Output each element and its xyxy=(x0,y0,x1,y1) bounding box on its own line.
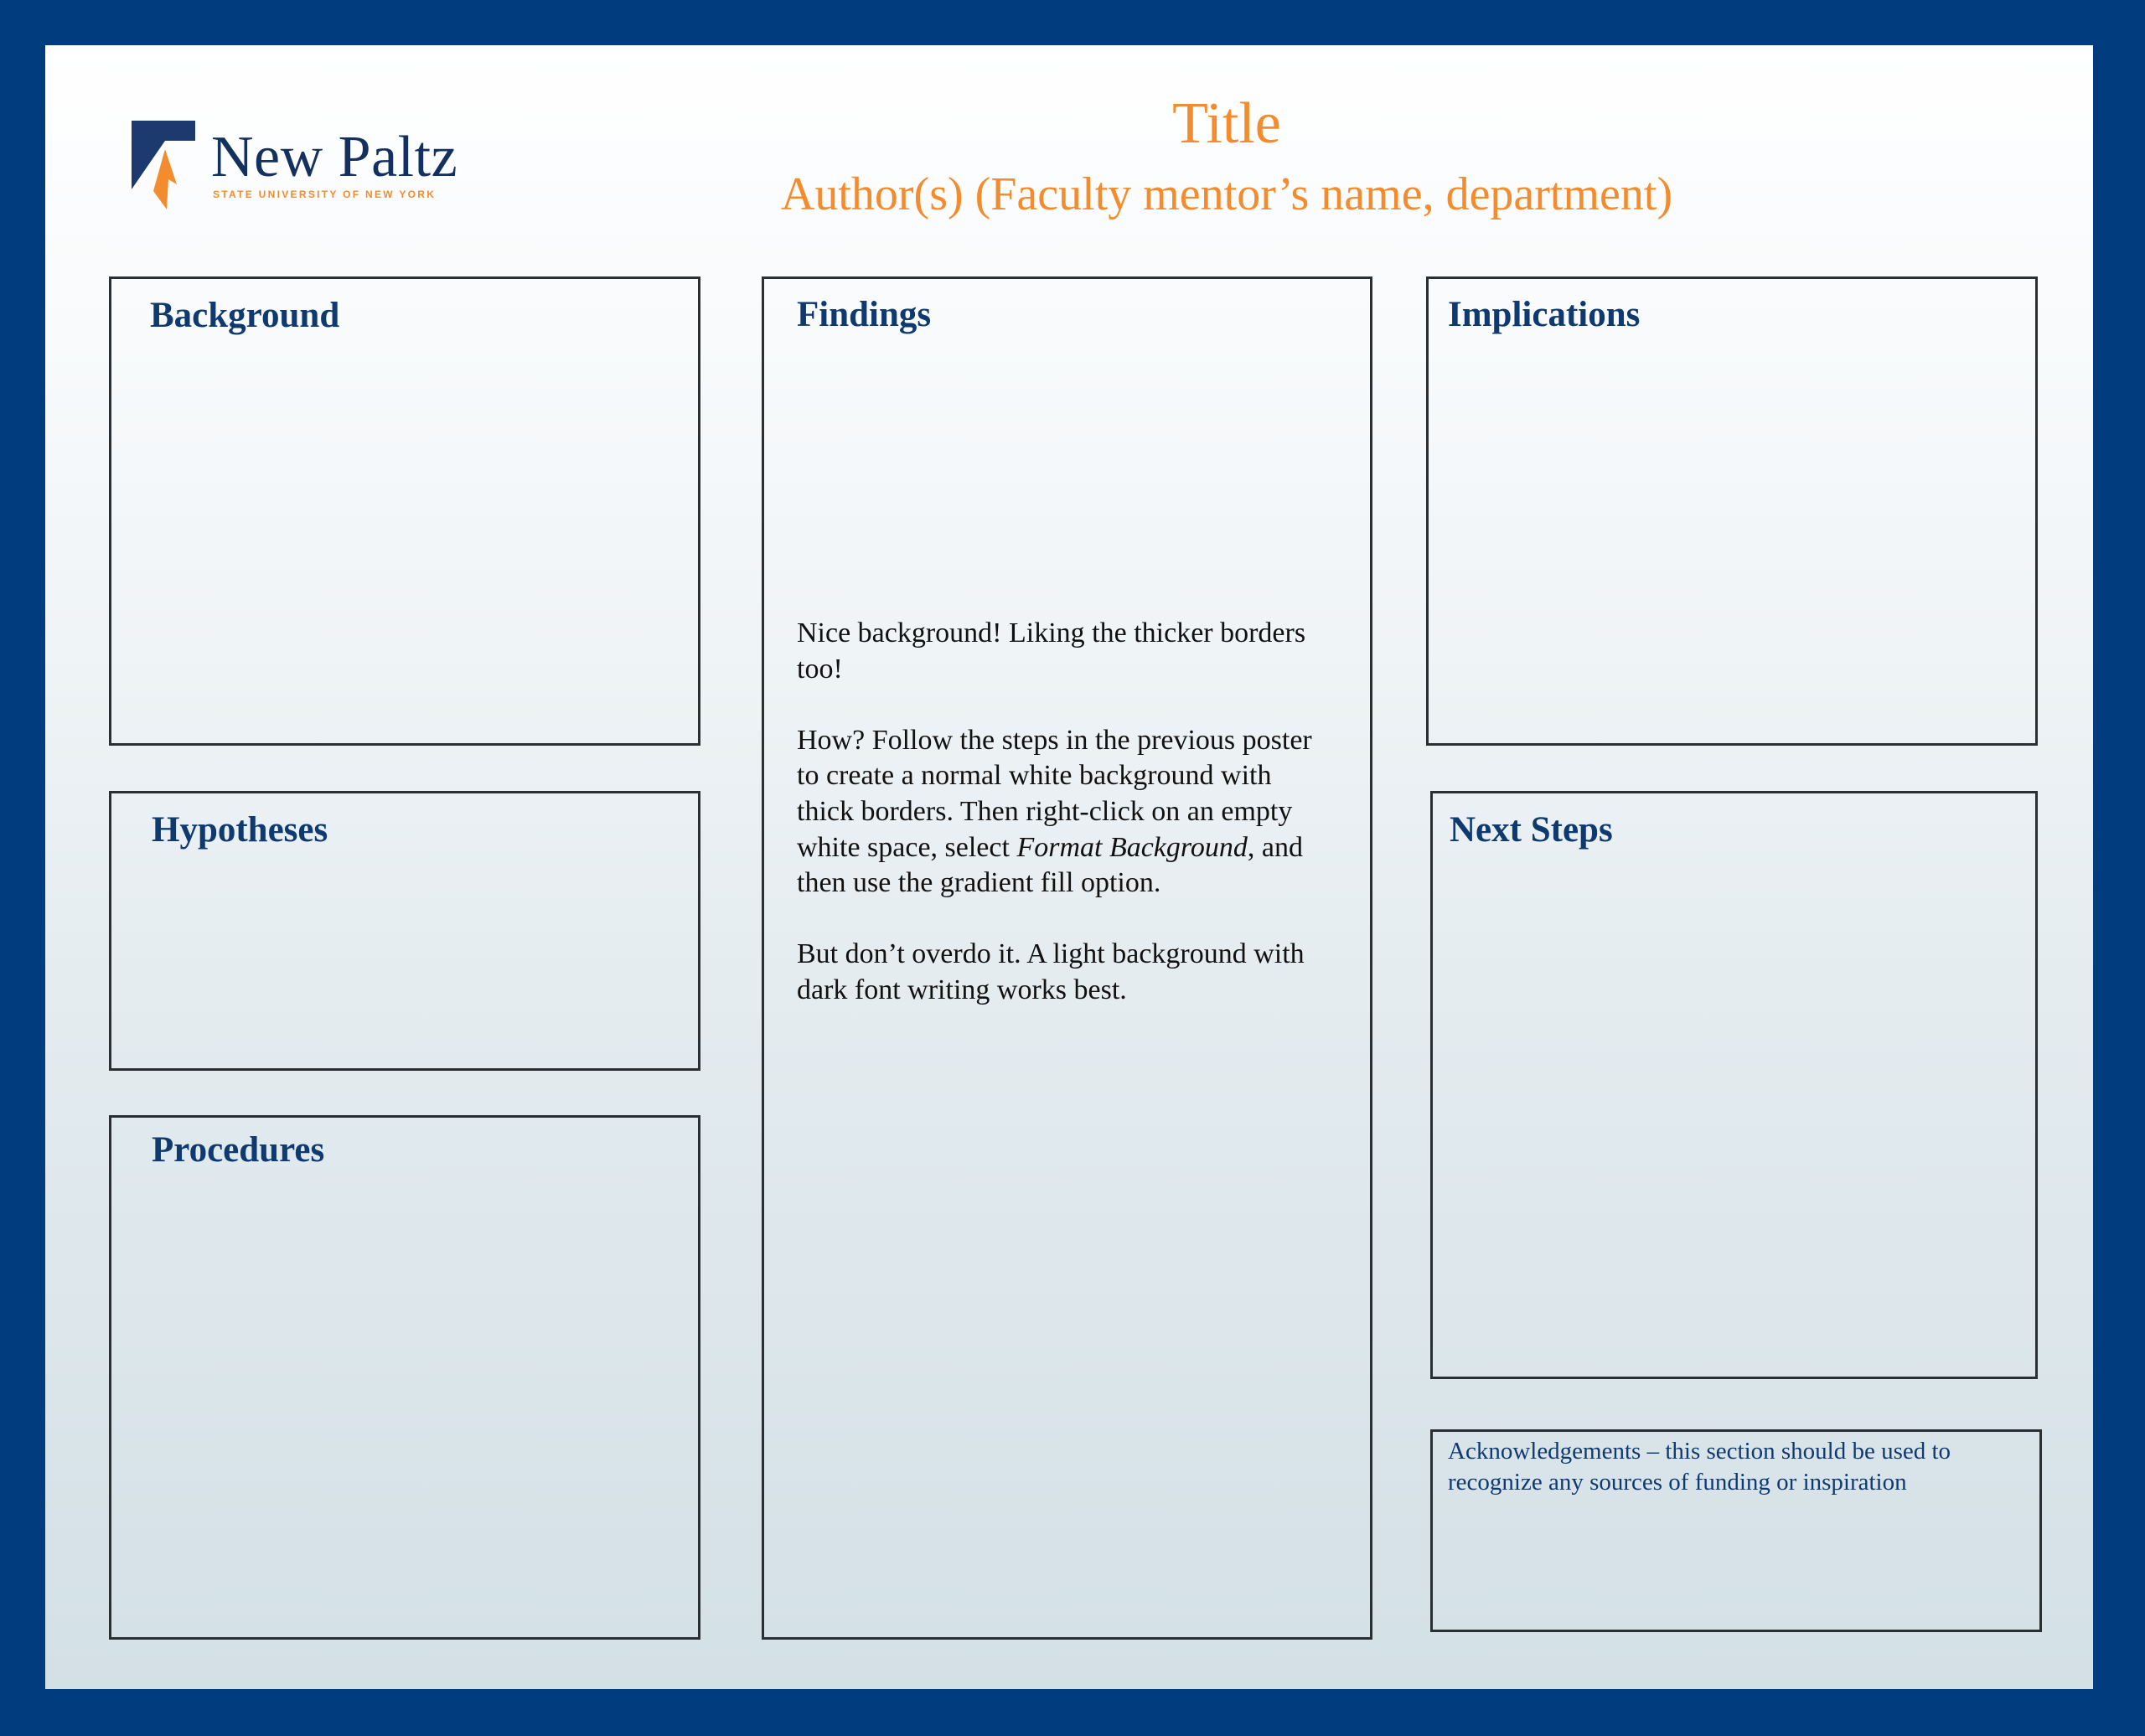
findings-p2-text: How? Follow the steps in the previous poster to create a normal white background with thick borders. Then right-click on an empty white space, select xyxy=(797,724,1312,863)
poster-title: Title xyxy=(1172,91,1281,156)
findings-heading: Findings xyxy=(797,295,932,334)
procedures-box xyxy=(109,1115,700,1640)
logo-subtitle: STATE UNIVERSITY OF NEW YORK xyxy=(213,189,437,200)
next-steps-heading: Next Steps xyxy=(1450,810,1613,850)
findings-body xyxy=(797,616,1333,1044)
background-box xyxy=(109,276,700,746)
findings-paragraph-1: Nice background! Liking the thicker borders too! xyxy=(797,617,1306,685)
background-heading: Background xyxy=(150,296,340,335)
implications-box xyxy=(1426,276,2038,746)
new-paltz-mark-icon xyxy=(132,121,195,209)
implications-heading: Implications xyxy=(1448,295,1641,334)
next-steps-box xyxy=(1430,791,2038,1379)
poster-canvas xyxy=(45,45,2093,1689)
poster-authors: Author(s) (Faculty mentor’s name, department) xyxy=(780,168,1673,220)
findings-paragraph-2 xyxy=(797,723,1333,902)
acknowledgements-text: Acknowledgements – this section should be used to recognize any sources of funding or inspiration xyxy=(1448,1438,1951,1496)
logo-name: New Paltz xyxy=(211,125,458,189)
findings-p2-italic: Format Background xyxy=(1016,831,1248,863)
findings-paragraph-3: But don’t overdo it. A light background with dark font writing works best. xyxy=(797,938,1305,1005)
procedures-heading: Procedures xyxy=(152,1130,325,1170)
findings-p2-text-end: , and then use the gradient fill option. xyxy=(797,831,1303,899)
hypotheses-heading: Hypotheses xyxy=(152,810,328,850)
